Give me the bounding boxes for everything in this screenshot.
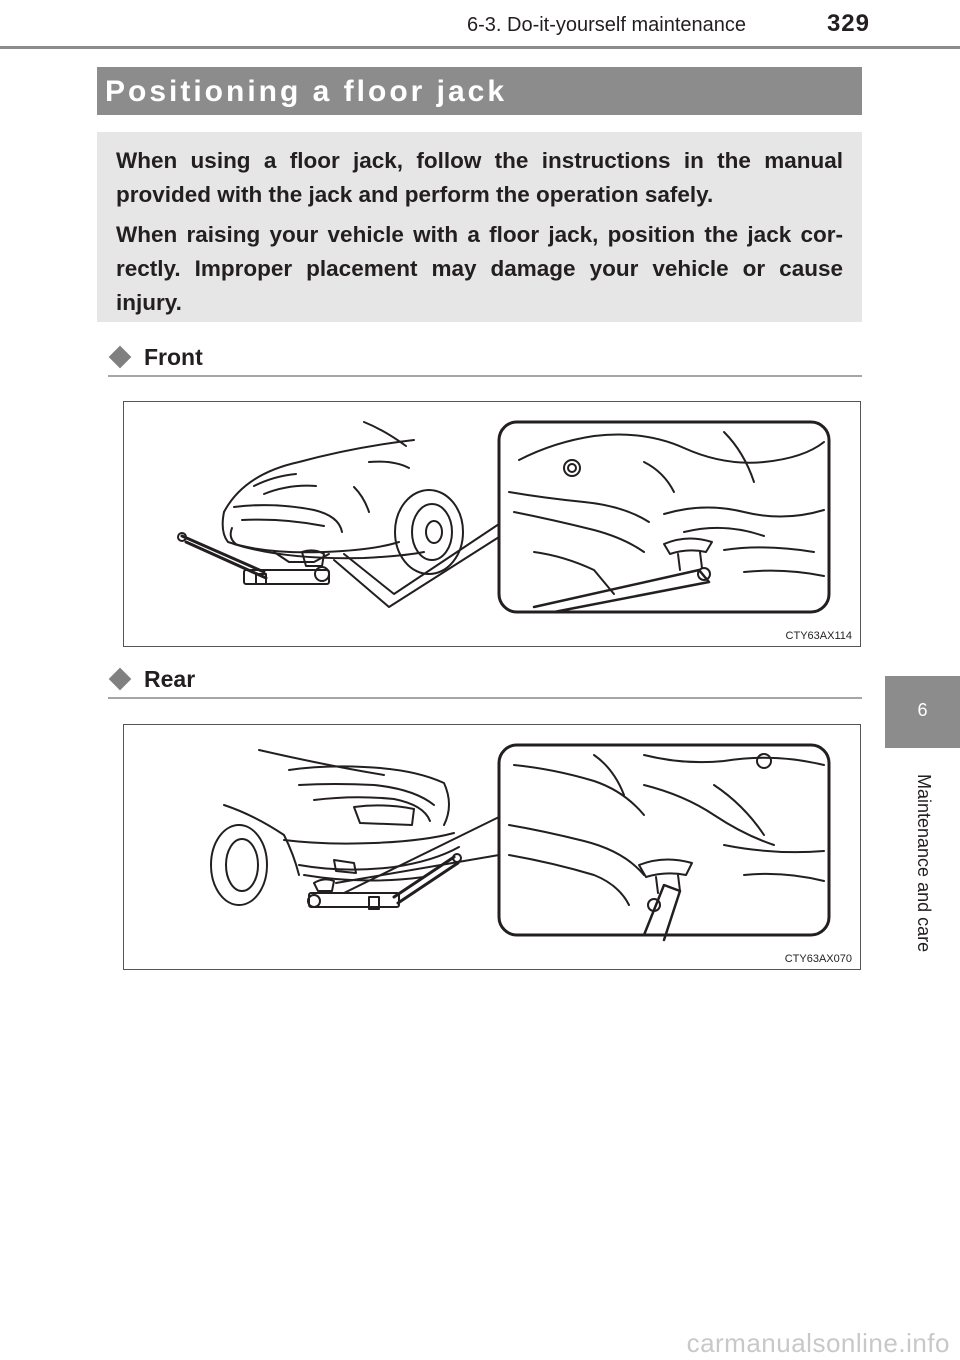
front-heading-label: Front [144, 344, 203, 370]
page-number: 329 [826, 10, 870, 37]
section-title: Positioning a floor jack [105, 75, 508, 108]
chapter-tab [885, 676, 960, 748]
front-heading [108, 342, 862, 374]
rear-heading-label: Rear [144, 666, 196, 692]
rear-jack-figure [123, 724, 861, 970]
section-title-bar [97, 67, 862, 115]
chapter-tab-number: 6 [917, 700, 928, 720]
front-heading-rule [108, 375, 862, 377]
front-figure-code: CTY63AX114 [785, 630, 852, 642]
intro-paragraph-1: When using a floor jack, follow the instructions in the manual provided with the jack and perform the operation safely. [116, 148, 843, 207]
intro-paragraph-2: When raising your vehicle with a floor jack, position the jack cor-rectly. Improper placement may damage your vehicle or cause injury. [116, 222, 843, 315]
front-jack-figure [123, 401, 861, 647]
rear-heading-rule [108, 697, 862, 699]
rear-jack-illustration [124, 725, 861, 970]
watermark: carmanualsonline.info [686, 1328, 950, 1358]
chapter-tab-label: Maintenance and care [914, 774, 934, 953]
running-header: 6-3. Do-it-yourself maintenance [466, 14, 746, 36]
intro-box [97, 132, 862, 322]
rear-heading [108, 664, 862, 696]
header-divider [0, 46, 960, 49]
diamond-bullet-icon [109, 668, 132, 691]
front-jack-illustration [124, 402, 861, 647]
diamond-bullet-icon [109, 346, 132, 369]
rear-figure-code: CTY63AX070 [784, 953, 852, 965]
